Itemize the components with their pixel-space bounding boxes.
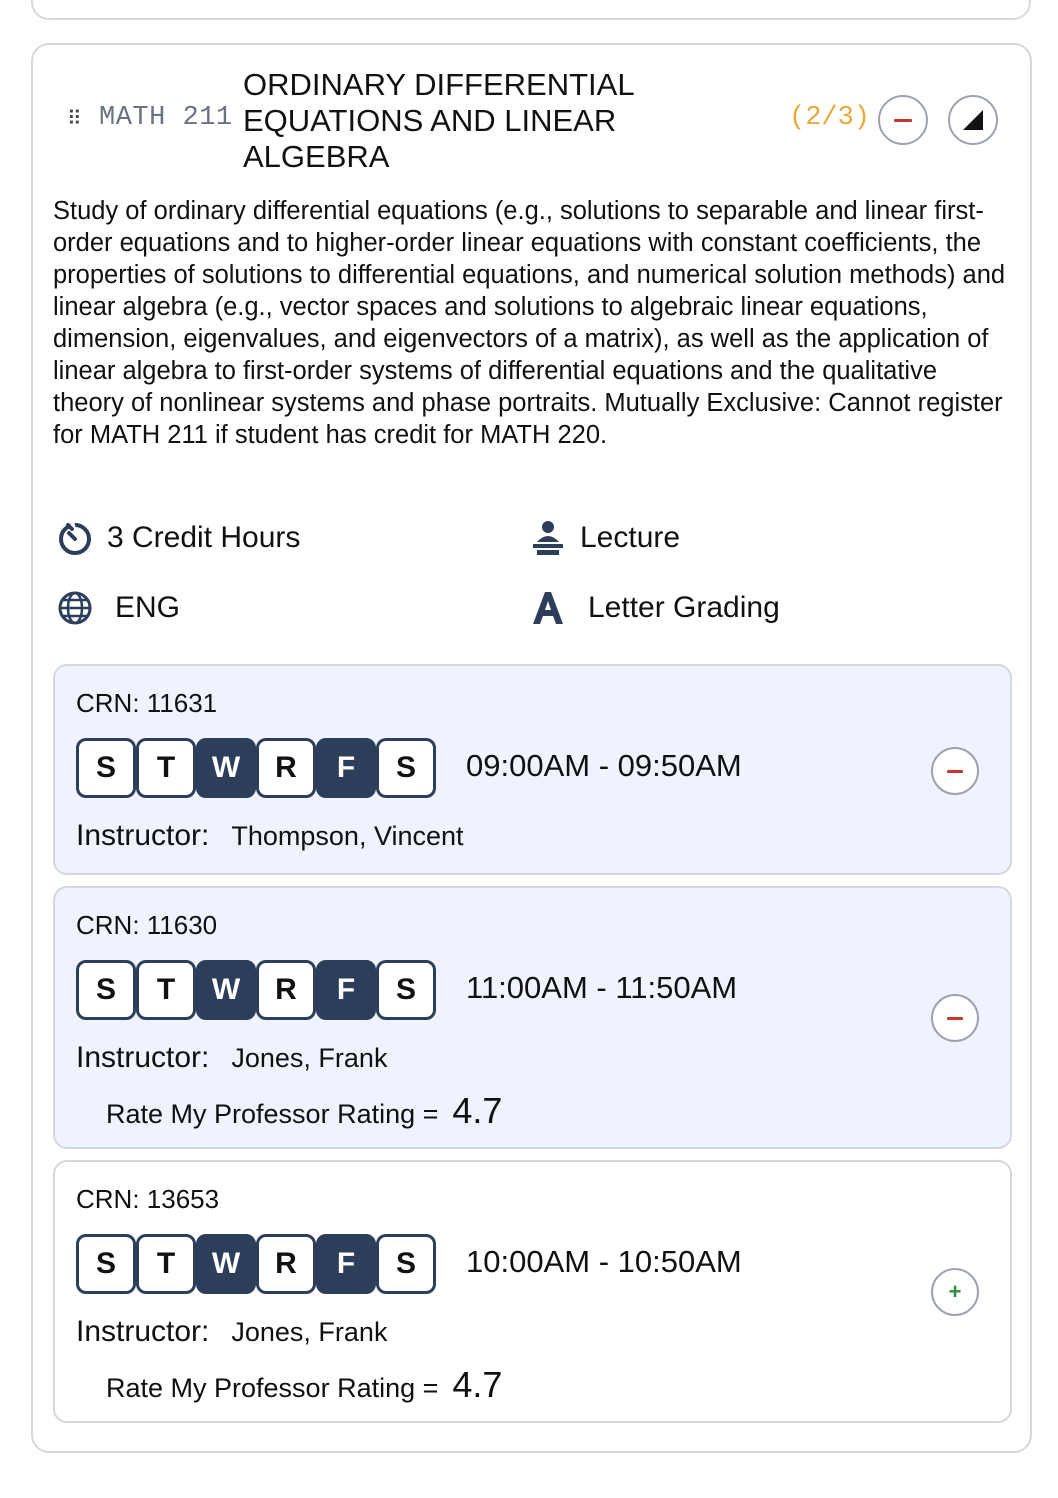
remove-course-button[interactable] (878, 95, 928, 145)
day-tuesday: T (136, 960, 196, 1020)
meeting-time: 11:00AM - 11:50AM (466, 970, 738, 1005)
day-sunday: S (76, 960, 136, 1020)
plus-icon: + (948, 1279, 962, 1304)
instructor-label: Instructor: (76, 1041, 210, 1074)
day-sunday: S (76, 738, 136, 798)
triangle-collapse-icon (961, 108, 985, 132)
day-saturday: S (376, 960, 436, 1020)
day-tuesday: T (136, 1234, 196, 1294)
globe-icon (55, 588, 95, 628)
course-code: MATH 211 (99, 103, 233, 133)
course-language-text: ENG (115, 591, 181, 624)
section-card[interactable] (53, 886, 1012, 1149)
course-format (528, 518, 680, 558)
meeting-days (76, 738, 436, 798)
meeting-days (76, 1234, 436, 1294)
crn-label: CRN: 11631 (76, 688, 218, 718)
day-thursday: R (256, 1234, 316, 1294)
instructor-row (76, 819, 464, 853)
crn-label: CRN: 13653 (76, 1184, 220, 1214)
day-wednesday: W (196, 960, 256, 1020)
crn-label: CRN: 11630 (76, 910, 218, 940)
rating-label: Rate My Professor Rating = (106, 1373, 439, 1403)
day-tuesday: T (136, 738, 196, 798)
course-description: Study of ordinary differential equations (e.g., solutions to separable and linear first-order equations and to higher-order linear equations with constant coefficients, the properties of solutions to differential equations, and numerical solution methods) and linear algebra (e.g., vector spaces and solutions to algebraic linear equations, dimension, eigenvalues, and eigenvectors of a matrix), as well as the application of linear algebra to first-order systems of differential equations and the qualitative theory of nonlinear systems and phase portraits. Mutually Exclusive: Cannot register for MATH 211 if student has credit for MATH 220. (53, 197, 1006, 449)
day-thursday: R (256, 960, 316, 1020)
course-header (33, 45, 1030, 195)
section-card[interactable] (53, 664, 1012, 875)
professor-rating (106, 1364, 502, 1406)
meeting-time: 10:00AM - 10:50AM (466, 1244, 742, 1279)
day-friday: F (316, 960, 376, 1020)
rating-value: 4.7 (452, 1090, 503, 1131)
day-saturday: S (376, 738, 436, 798)
instructor-row (76, 1041, 387, 1075)
day-sunday: S (76, 1234, 136, 1294)
course-format-text: Lecture (580, 521, 681, 554)
collapse-course-button[interactable] (948, 95, 998, 145)
instructor-row (76, 1315, 387, 1349)
lecturer-icon (528, 518, 568, 558)
previous-course-card (31, 0, 1031, 20)
timer-icon (55, 518, 95, 558)
section-count-badge: (2/3) (789, 103, 871, 133)
day-thursday: R (256, 738, 316, 798)
grading-type-text: Letter Grading (588, 591, 780, 624)
day-wednesday: W (196, 1234, 256, 1294)
remove-section-button[interactable] (931, 994, 979, 1042)
credit-hours-text: 3 Credit Hours (107, 521, 301, 554)
day-wednesday: W (196, 738, 256, 798)
course-title: ORDINARY DIFFERENTIAL EQUATIONS AND LINEAR ALGEBRA (243, 67, 634, 174)
instructor-label: Instructor: (76, 1315, 210, 1348)
drag-handle-icon[interactable]: ⠿ (67, 108, 82, 130)
add-section-button[interactable] (931, 1268, 979, 1316)
letter-a-icon (528, 588, 568, 628)
course-language (55, 588, 180, 628)
remove-section-button[interactable] (931, 747, 979, 795)
instructor-name: Jones, Frank (231, 1317, 388, 1347)
rating-value: 4.7 (452, 1364, 503, 1405)
professor-rating (106, 1090, 502, 1132)
meeting-time: 09:00AM - 09:50AM (466, 748, 742, 783)
day-saturday: S (376, 1234, 436, 1294)
course-card (31, 43, 1032, 1453)
day-friday: F (316, 1234, 376, 1294)
instructor-name: Thompson, Vincent (231, 821, 464, 851)
minus-icon (894, 119, 912, 122)
day-friday: F (316, 738, 376, 798)
rating-label: Rate My Professor Rating = (106, 1099, 439, 1129)
instructor-name: Jones, Frank (231, 1043, 388, 1073)
meeting-days (76, 960, 436, 1020)
minus-icon (947, 1017, 963, 1020)
section-card[interactable] (53, 1160, 1012, 1423)
instructor-label: Instructor: (76, 819, 210, 852)
grading-type (528, 588, 780, 628)
credit-hours (55, 518, 300, 558)
minus-icon (947, 770, 963, 773)
